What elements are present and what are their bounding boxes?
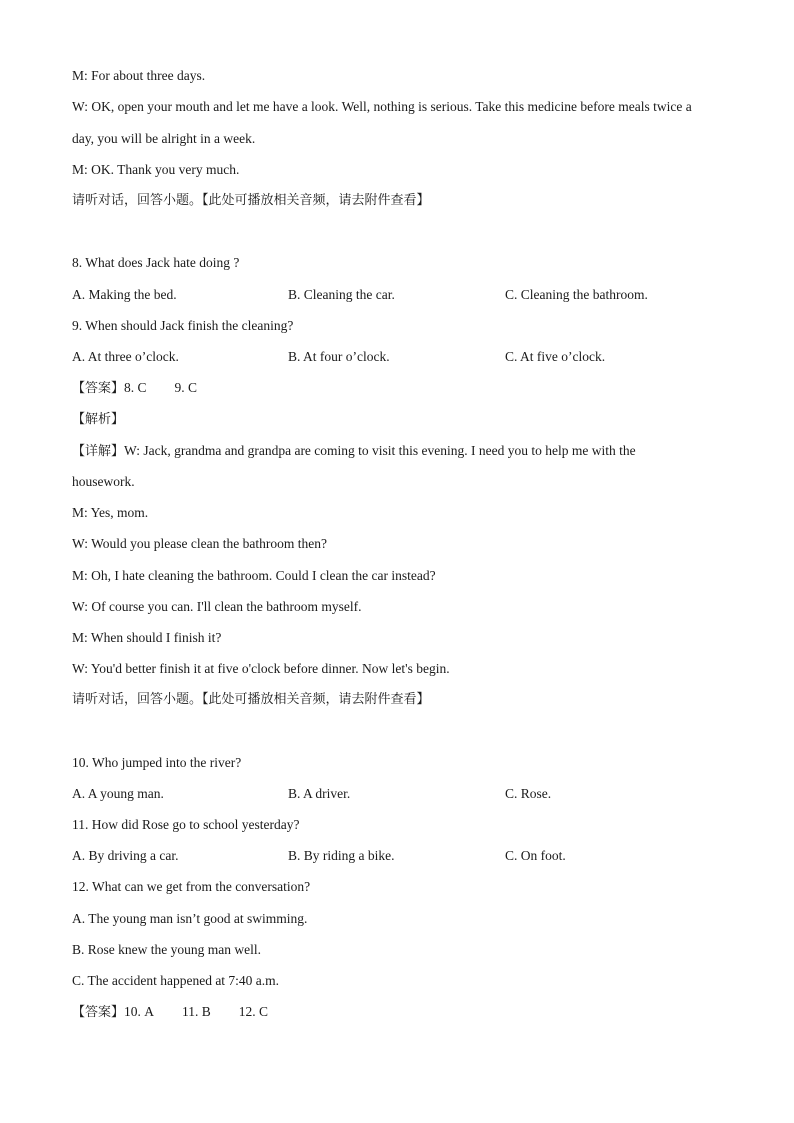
q12-option-c: C. The accident happened at 7:40 a.m. <box>72 973 280 988</box>
q8-option-c: C. Cleaning the bathroom. <box>505 287 648 302</box>
answer-row <box>72 1003 268 1022</box>
dialogue-line: W: OK, open your mouth and let me have a look. Well, nothing is serious. Take this medicine before meals twice a <box>72 99 692 114</box>
q10-option-b: B. A driver. <box>288 786 351 801</box>
q11-option-b: B. By riding a bike. <box>288 848 395 863</box>
detail-label: 【详解】 <box>72 444 125 459</box>
q11-option-c: C. On foot. <box>505 848 566 863</box>
transcript-line: W: Jack, grandma and grandpa are coming to visit this evening. I need you to help me with the <box>124 443 636 458</box>
dialogue-line: M: For about three days. <box>72 68 206 83</box>
question-9: 9. When should Jack finish the cleaning? <box>72 318 294 333</box>
transcript-line: housework. <box>72 474 135 489</box>
dialogue-line: day, you will be alright in a week. <box>72 131 256 146</box>
q11-option-a: A. By driving a car. <box>72 848 179 863</box>
q10-option-c: C. Rose. <box>505 786 552 801</box>
transcript-line: W: Of course you can. I'll clean the bathroom myself. <box>72 599 362 614</box>
q9-option-c: C. At five o’clock. <box>505 349 606 364</box>
question-11: 11. How did Rose go to school yesterday? <box>72 817 300 832</box>
answer-label: 【答案】 <box>72 1005 125 1020</box>
dialogue-line: M: OK. Thank you very much. <box>72 162 240 177</box>
q9-option-b: B. At four o’clock. <box>288 349 390 364</box>
answer-value: 8. C <box>124 380 147 395</box>
detail-first-line <box>72 442 636 461</box>
transcript-line: W: Would you please clean the bathroom then? <box>72 536 327 551</box>
answer-label: 【答案】 <box>72 381 125 396</box>
answer-value: 12. C <box>238 1004 269 1019</box>
question-8: 8. What does Jack hate doing ? <box>72 255 240 270</box>
transcript-line: M: Oh, I hate cleaning the bathroom. Could I clean the car instead? <box>72 568 436 583</box>
q10-option-a: A. A young man. <box>72 786 164 801</box>
q12-option-a: A. The young man isn’t good at swimming. <box>72 911 308 926</box>
transcript-line: M: When should I finish it? <box>72 630 222 645</box>
analysis-label: 【解析】 <box>72 412 125 427</box>
q9-option-a: A. At three o’clock. <box>72 349 179 364</box>
answer-value: 11. B <box>182 1004 211 1019</box>
listening-prompt: 请听对话，回答小题。【此处可播放相关音频，请去附件查看】 <box>72 193 430 208</box>
q12-option-b: B. Rose knew the young man well. <box>72 942 261 957</box>
q8-option-a: A. Making the bed. <box>72 287 177 302</box>
question-12: 12. What can we get from the conversation? <box>72 879 311 894</box>
transcript-line: M: Yes, mom. <box>72 505 149 520</box>
transcript-line: W: You'd better finish it at five o'clock before dinner. Now let's begin. <box>72 661 450 676</box>
answer-value: 10. A <box>124 1004 155 1019</box>
q8-option-b: B. Cleaning the car. <box>288 287 395 302</box>
answer-value: 9. C <box>174 380 198 395</box>
answer-row <box>72 379 197 398</box>
listening-prompt: 请听对话，回答小题。【此处可播放相关音频，请去附件查看】 <box>72 692 430 707</box>
question-10: 10. Who jumped into the river? <box>72 755 242 770</box>
